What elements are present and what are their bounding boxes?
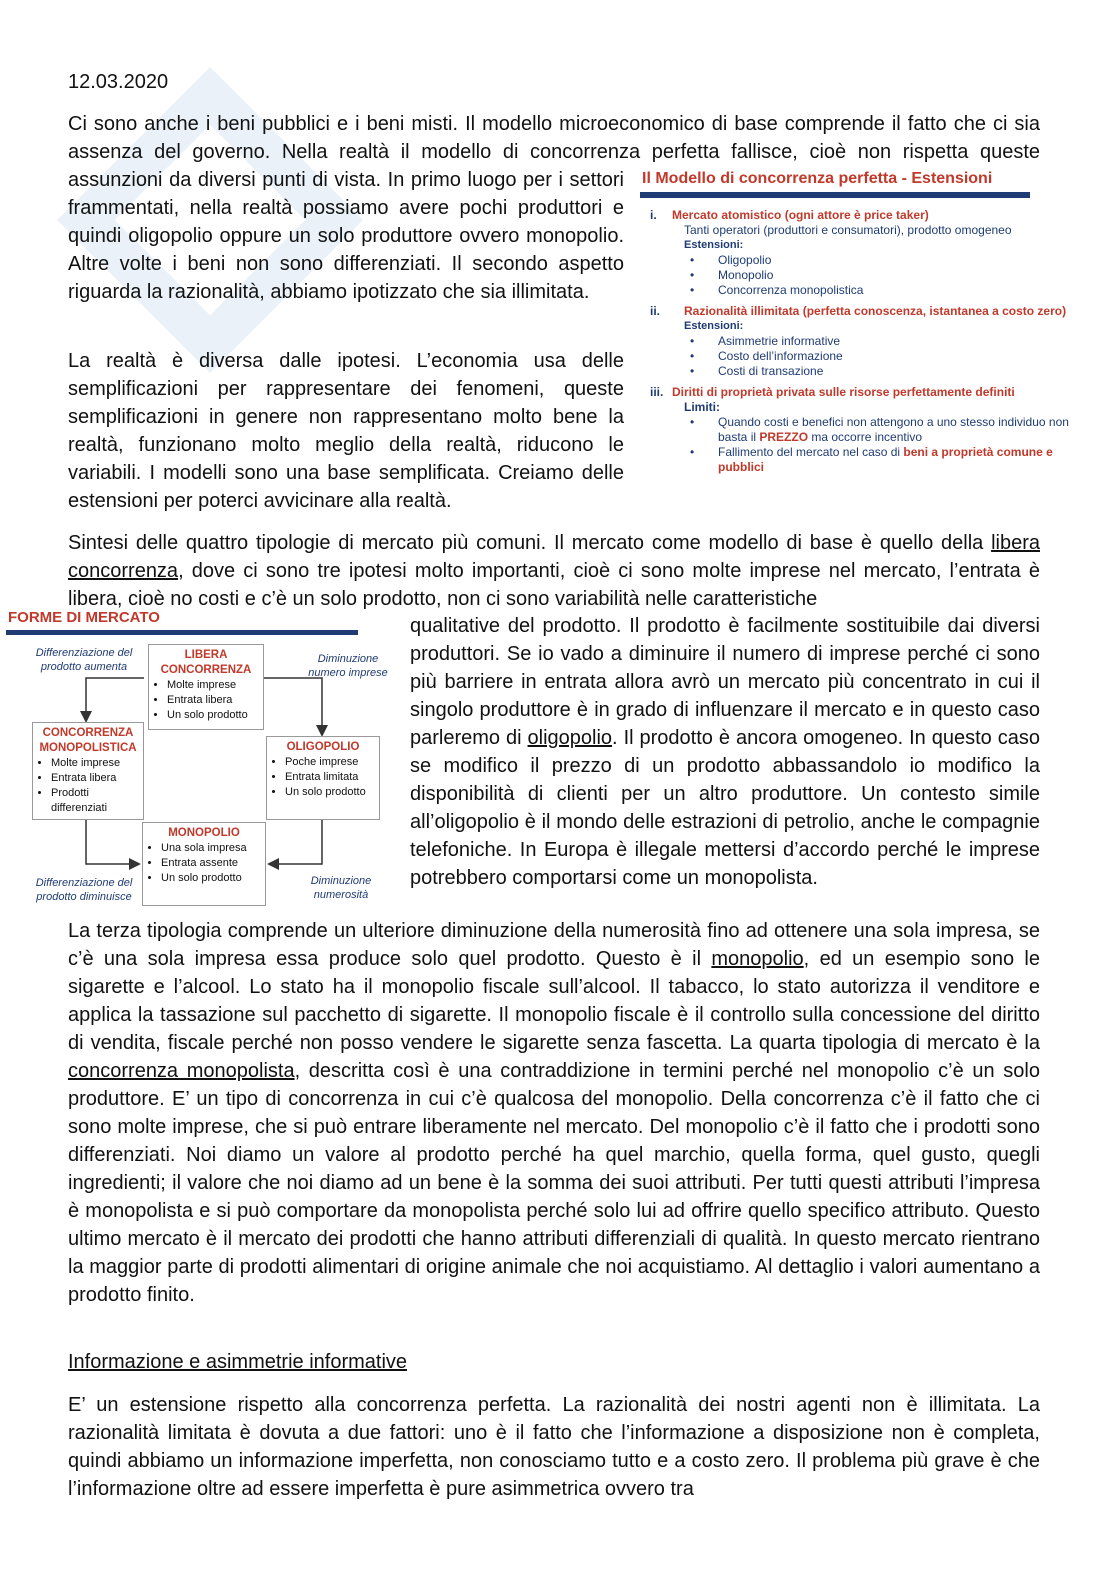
diagram-forme-di-mercato <box>6 608 402 918</box>
bullet-item: • Costo dell’informazione <box>640 349 1100 364</box>
label-differenziazione-aumenta: Differenziazione del prodotto aumenta <box>35 647 133 673</box>
item-heading: Diritti di proprietà privata sulle risorse perfettamente definiti <box>672 385 1015 399</box>
box-concorrenza-monopolistica <box>32 722 144 820</box>
paragraph-intro-text: assunzioni da diversi punti di vista. In primo luogo per i settori frammentati, nella realtà possiamo avere pochi produttori e quindi oligopolio oppure un solo produttore ovvero monopolio. Altre volte i beni non sono differenziati. Il secondo aspetto riguarda la razionalità, abbiamo ipotizzato che sia illimitata. <box>68 169 624 303</box>
term-oligopolio: oligopolio <box>527 727 613 749</box>
item-label: Estensioni: <box>684 239 744 251</box>
box-item: • Un solo prodotto <box>167 708 259 723</box>
label-differenziazione-diminuisce: Differenziazione del prodotto diminuisce <box>35 877 133 903</box>
item-number: iii. <box>650 385 664 399</box>
item-heading: Mercato atomistico (ogni attore è price taker) <box>672 208 929 222</box>
bullet-text: Fallimento del mercato nel caso di <box>718 445 904 459</box>
bullet-item: • Costi di transazione <box>640 364 1100 379</box>
slide-item-razionalita <box>640 304 1100 319</box>
slide-concorrenza-perfetta-estensioni <box>640 168 1100 478</box>
box-item: • Molte imprese <box>51 756 139 771</box>
paragraph-intro-text: Ci sono anche i beni pubblici e i beni misti. Il modello microeconomico di base comprende il fatto che ci sia assenza del governo. Nella realtà il modello di concorrenza perfetta fallisce, cioè non rispetta queste <box>68 113 1040 163</box>
term-monopolio: monopolio <box>711 948 804 970</box>
box-item: • Un solo prodotto <box>161 871 261 886</box>
box-title: CONCORRENZA MONOPOLISTICA <box>39 727 137 754</box>
item-label: Estensioni: <box>684 320 744 332</box>
box-item: • Molte imprese <box>167 678 259 693</box>
item-label: Limiti: <box>684 400 720 414</box>
paragraph-informazione: E’ un estensione rispetto alla concorrenza perfetta. La razionalità dei nostri agenti non è illimitata. La razionalità limitata è dovuta a due fattori: uno è il fatto che l’informazione a disposizione non è completa, quindi abbiamo un informazione imperfetta, non conosciamo tutto e a costo zero. Il problema più grave è che l’informazione oltre ad essere imperfetta è pure asimmetrica ovvero tra <box>68 1394 1040 1500</box>
bullet-item: • Monopolio <box>640 268 1100 283</box>
paragraph-mercati-wrap <box>410 612 1040 892</box>
item-number: i. <box>650 208 657 222</box>
paragraph-mercati-continuation <box>68 917 1040 1309</box>
item-number: ii. <box>650 304 661 318</box>
document-date: 12.03.2020 <box>68 71 169 93</box>
paragraph-text: , ed un esempio sono le sigarette e l’alcool. Lo stato ha il monopolio fiscale sull’alcool. Il tabacco, lo stato autorizza il venditore e applica la tassazione sul pacchetto di sigarette. Il monopolio fiscale è il controllo sulla concessione del diritto di vendita, fiscale perché non posso vendere le sigarette senza fascetta. La quarta tipologia di mercato è la <box>68 948 1040 1054</box>
term-libera-concorrenza: libera concorrenza <box>68 532 1040 582</box>
paragraph-text: . Il prodotto è ancora omogeneo. In questo caso se modifico il prezzo di un prodotto abbassandolo io modifico la disponibilità di clienti per un altro produttore. Un contesto simile all’oligopolio è il mondo delle estrazioni di petrolio, anche le compagnie telefoniche. In Europa è illegale mettersi d’accordo perché le imprese potrebbero comportarsi come un monopolista. <box>410 727 1040 889</box>
paragraph-text: qualitative del prodotto. Il prodotto è facilmente sostituibile dai diversi produttori. Se io vado a diminuire il numero di imprese perché ci sono più barriere in entrata allora avrò un mercato più concentrato in cui il singolo produttore è in grado di influenzare il mercato e in questo caso parleremo di <box>410 615 1040 749</box>
bullet-text: Quando costi e benefici non attengono a uno stesso individuo non basta il <box>718 415 1069 444</box>
box-item: • Entrata libera <box>167 693 259 708</box>
label-diminuzione-numero-imprese: Diminuzione numero imprese <box>308 653 388 679</box>
bullet-item: • Asimmetrie informative <box>640 334 1100 349</box>
paragraph-text: La terza tipologia comprende un ulteriore diminuzione della numerosità fino ad ottenere una sola impresa, se c’è una sola impresa essa produce solo quel prodotto. Questo è il <box>68 920 1040 970</box>
paragraph-text: , descritta così è una contraddizione in termini perché nel monopolio c’è un solo produttore. E’ un tipo di concorrenza in cui c’è qualcosa del monopolio. Della concorrenza c’è il fatto che ci sono molte imprese, che si può entrare liberamente nel mercato. Del monopolio c’è il fatto che i prodotti sono differenziati. Noi diamo un valore al prodotto perché ha quel marchio, quella forma, quel gusto, quegli ingredienti; il valore che noi diamo ad un bene è la somma dei suoi attributi. Per tutti questi attributi l’impresa è monopolista e si può comportare da monopolista perché solo lui ad offrire quello specifico attributo. Questo ultimo mercato è il mercato dei prodotti che hanno attributi differenziali di qualità. In questo mercato rientrano la maggior parte di prodotti alimentari di origine animale che noi acquistiamo. Al dettaglio i valori aumentano a prodotto finito. <box>68 1060 1040 1306</box>
term-concorrenza-monopolista: concorrenza monopolista <box>68 1060 295 1082</box>
box-item: • Un solo prodotto <box>285 785 375 800</box>
slide-item-mercato-atomistico <box>640 208 1100 298</box>
box-title: MONOPOLIO <box>168 827 240 839</box>
bullet-text: ma occorre incentivo <box>808 430 923 444</box>
paragraph-mercati-intro <box>68 529 1040 613</box>
bullet-highlight: PREZZO <box>759 430 809 444</box>
box-title: OLIGOPOLIO <box>286 741 360 753</box>
slide-extensions-title-bar <box>640 192 1030 198</box>
diagram-title: FORME DI MERCATO <box>8 609 160 626</box>
paragraph-text: , dove ci sono tre ipotesi molto importanti, cioè ci sono molte imprese nel mercato, l’entrata è libera, cioè no costi e c’è un solo prodotto, non ci sono variabilità nelle caratteristiche <box>68 560 1040 610</box>
slide-extensions-title: Il Modello di concorrenza perfetta - Estensioni <box>642 170 993 187</box>
paragraph-text: Sintesi delle quattro tipologie di mercato più comuni. Il mercato come modello di base è quello della <box>68 532 992 554</box>
item-subtitle: Tanti operatori (produttori e consumatori), prodotto omogeneo <box>684 223 1012 237</box>
box-item: • Entrata assente <box>161 856 261 871</box>
paragraph-realta: La realtà è diversa dalle ipotesi. L’economia usa delle semplificazioni per rappresentare dei fenomeni, queste semplificazioni in genere non rappresentano molto bene la realtà, funzionano molto meglio della realtà, riducono le variabili. I modelli sono una base semplificata. Creiamo delle estensioni per poterci avvicinare alla realtà. <box>68 350 624 512</box>
box-libera-concorrenza <box>148 644 264 730</box>
item-heading: Razionalità illimitata (perfetta conoscenza, istantanea a costo zero) <box>684 304 1067 318</box>
slide-item-diritti-proprieta <box>640 385 1100 400</box>
box-item: • Poche imprese <box>285 755 375 770</box>
bullet-item-prezzo <box>640 415 1100 445</box>
box-monopolio <box>142 822 266 906</box>
box-item: • Prodotti differenziati <box>51 786 139 816</box>
box-item: • Entrata libera <box>51 771 139 786</box>
box-item: • Entrata limitata <box>285 770 375 785</box>
box-title: LIBERA CONCORRENZA <box>160 649 252 676</box>
box-oligopolio <box>266 736 380 820</box>
bullet-item: • Oligopolio <box>640 253 1100 268</box>
bullet-item: • Concorrenza monopolistica <box>640 283 1100 298</box>
bullet-highlight: beni a proprietà comune e pubblici <box>718 445 1053 474</box>
box-item: • Una sola impresa <box>161 841 261 856</box>
bullet-item-fallimento <box>640 445 1100 475</box>
section-heading-informazione: Informazione e asimmetrie informative <box>68 1351 408 1373</box>
label-diminuzione-numerosita: Diminuzione numerosità <box>310 875 372 901</box>
